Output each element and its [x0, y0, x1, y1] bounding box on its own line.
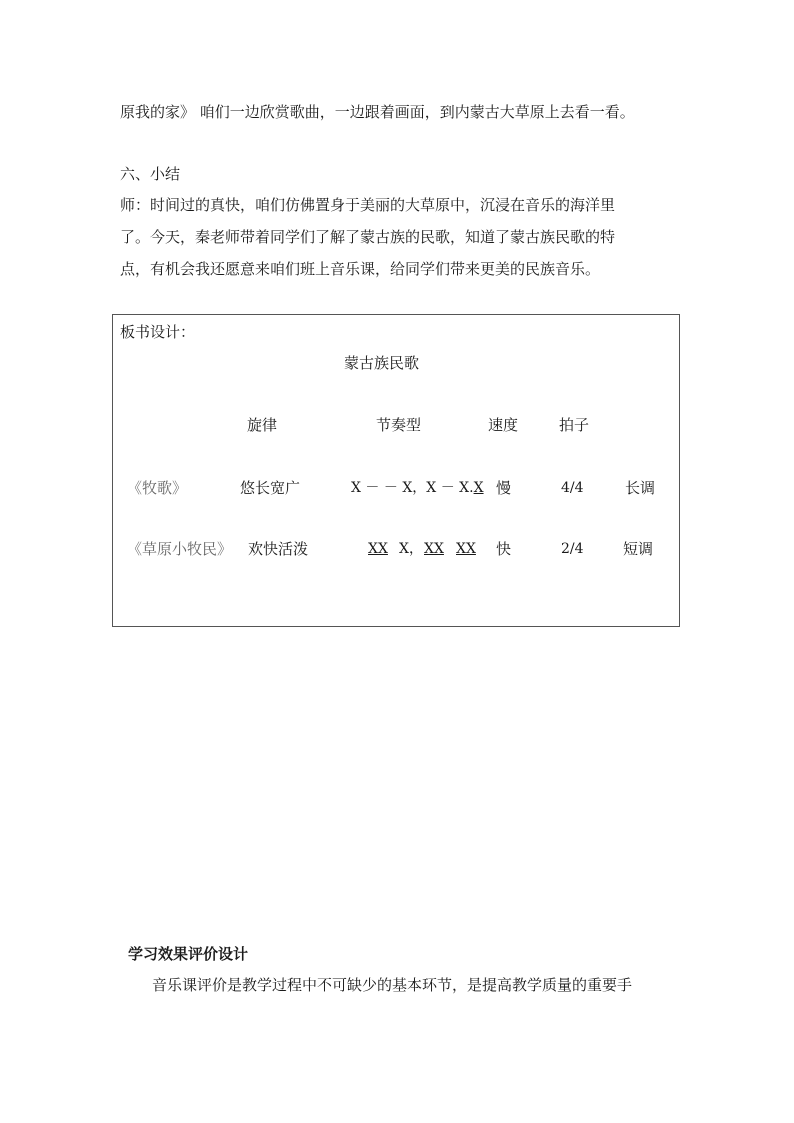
- rhythm-underlined: X: [473, 480, 484, 496]
- song-name: 《牧歌》: [127, 479, 188, 497]
- header-rhythm: 节奏型: [376, 416, 422, 434]
- paragraph-top: 原我的家》 咱们一边欣赏歌曲，一边跟着画面，到内蒙古大草原上去看一看。: [120, 103, 635, 121]
- evaluation-text: 音乐课评价是教学过程中不可缺少的基本环节，是提高教学质量的重要手: [152, 976, 633, 994]
- speed-value: 慢: [496, 479, 512, 497]
- header-meter: 拍子: [559, 416, 590, 434]
- summary-line-1: 师：时间过的真快，咱们仿佛置身于美丽的大草原中，沉浸在音乐的海洋里: [120, 196, 616, 214]
- header-melody: 旋律: [247, 416, 278, 434]
- melody-value: 欢快活泼: [248, 540, 309, 558]
- rhythm-part: X － － X，X － X.: [351, 480, 474, 496]
- tone-value: 长调: [625, 479, 656, 497]
- meter-value: 2/4: [561, 541, 584, 557]
- rhythm-underlined: XX: [424, 541, 444, 557]
- summary-line-3: 点，有机会我还愿意来咱们班上音乐课，给同学们带来更美的民族音乐。: [120, 260, 601, 278]
- header-speed: 速度: [488, 416, 519, 434]
- board-title: 蒙古族民歌: [344, 354, 420, 372]
- rhythm-underlined: XX: [368, 541, 388, 557]
- rhythm-value: [351, 478, 484, 498]
- board-label: 板书设计：: [120, 323, 196, 341]
- evaluation-heading: 学习效果评价设计: [128, 945, 249, 963]
- tone-value: 短调: [623, 540, 654, 558]
- section-heading: 六、小结: [120, 165, 181, 183]
- song-name: 《草原小牧民》: [127, 540, 233, 558]
- melody-value: 悠长宽广: [240, 479, 301, 497]
- board-design-box: [112, 314, 680, 627]
- meter-value: 4/4: [561, 480, 584, 496]
- speed-value: 快: [496, 540, 512, 558]
- summary-line-2: 了。今天，秦老师带着同学们了解了蒙古族的民歌，知道了蒙古族民歌的特: [120, 228, 616, 246]
- rhythm-underlined: XX: [456, 541, 476, 557]
- rhythm-part: X，: [399, 541, 423, 557]
